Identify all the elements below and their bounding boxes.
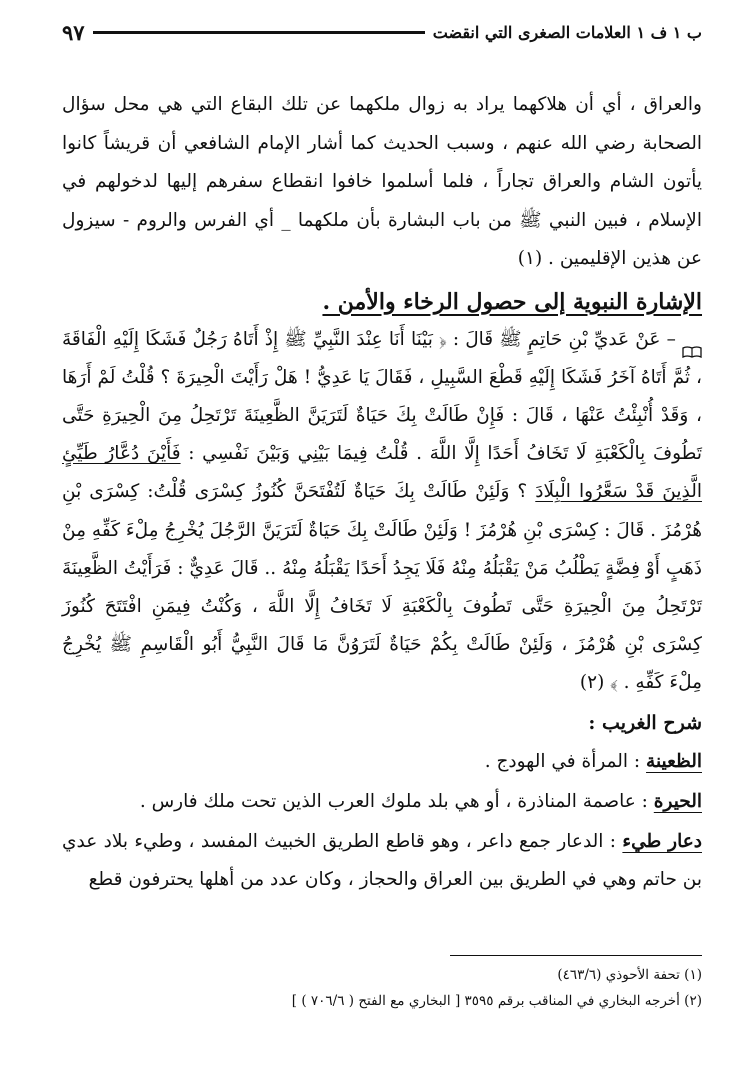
book-page xyxy=(62,14,702,899)
hadith-underlined-phrase: فَأَيْنَ دُعَّارُ طَيِّئٍ الَّذِينَ قَدْ سَعَّرُوا الْبِلَادَ xyxy=(62,443,702,503)
section-heading: الإشارة النبوية إلى حصول الرخاء والأمن . xyxy=(322,288,702,315)
glossary-term: الظعينة xyxy=(646,750,702,772)
footnotes xyxy=(62,962,702,1014)
intro-paragraph: والعراق ، أي أن هلاكهما يراد به زوال ملكهما عن تلك البقاع التي هي محل سؤال الصحابة رضي الله عنهم ، وسبب الحديث كما أشار الإمام الشافعي أن قريشاً كانوا يأتون الشام والعراق تجاراً ، فلما أسلموا خافوا انقطاع سفرهم إليها لدخولهم في الإسلام ، فبين النبي ﷺ من باب البشارة بأن ملكهما _ أي الفرس والروم - سيزول عن هذين الإقليمين . (١) xyxy=(62,94,702,269)
glossary-term: دعار طيء xyxy=(622,830,702,852)
glossary-term: الحيرة xyxy=(653,790,702,812)
header-rule xyxy=(93,31,425,34)
footnote: (٢) أخرجه البخاري في المناقب برقم ٣٥٩٥ [ البخاري مع الفتح ( ٧٠٦/٦ ) ] xyxy=(291,993,702,1009)
footnote-separator xyxy=(450,955,702,956)
header-title: ب ١ ف ١ العلامات الصغرى التي انقضت xyxy=(432,22,702,42)
glossary-entry xyxy=(62,823,702,899)
glossary-entry xyxy=(62,783,702,821)
page-number: ٩٧ xyxy=(62,19,85,45)
hadith-part-2: ؟ وَلَئِنْ طَالَتْ بِكَ حَيَاةٌ لَتُفْتَحَنَّ كُنُوزُ كِسْرَى قُلْتُ: كِسْرَى بْنِ هُرْمُزَ . قَالَ : كِسْرَى بْنِ هُرْمُزَ ! وَلَئِنْ طَالَتْ بِكَ حَيَاةٌ لَتَرَيَنَّ الرَّجُلَ يُخْرِجُ مِلْءَ كَفِّهِ مِنْ ذَهَبٍ أَوْ فِضَّةٍ يَطْلُبُ مَنْ يَقْبَلُهُ مِنْهُ فَلَا يَجِدُ أَحَدًا يَقْبَلُهُ مِنْهُ .. قَالَ عَدِيٌّ : فَرَأَيْتُ الظَّعِينَةَ تَرْتَحِلُ مِنَ الْحِيرَةِ حَتَّى تَطُوفَ بِالْكَعْبَةِ لَا تَخَافُ إِلَّا اللَّهَ ، وَكُنْتُ فِيمَنِ افْتَتَحَ كُنُوزَ كِسْرَى بْنِ هُرْمُزَ ، وَلَئِنْ طَالَتْ بِكُمْ حَيَاةٌ لَتَرَوُنَّ مَا قَالَ النَّبِيُّ أَبُو الْقَاسِمِ ﷺ يُخْرِجُ مِلْءَ كَفِّهِ . ﴾ (٢) xyxy=(62,481,702,694)
glossary-definition: : عاصمة المناذرة ، أو هي بلد ملوك العرب الذين تحت ملك فارس . xyxy=(139,790,648,812)
glossary-definition: : المرأة في الهودج . xyxy=(484,750,641,772)
hadith-text xyxy=(62,321,702,703)
book-icon xyxy=(682,334,702,346)
running-header xyxy=(62,14,702,50)
footnote: (١) تحفة الأحوذي (٤٦٣/٦) xyxy=(557,967,702,983)
gharib-heading: شرح الغريب : xyxy=(588,711,702,734)
glossary-definition: : الدعار جمع داعر ، وهو قاطع الطريق الخبيث المفسد ، وطيء بلاد عدي بن حاتم وهي في الطريق بين العراق والحجاز ، وكان عدد من أهلها يحترفون قطع xyxy=(62,830,702,890)
hadith-part-1: – عَنْ عَديِّ بْنِ حَاتِمٍ ﷺ قَالَ : ﴿ بَيْنَا أَنَا عِنْدَ النَّبِيِّ ﷺ إِذْ أَتَاهُ رَجُلٌ فَشَكَا إِلَيْهِ الْفَاقَةَ ، ثُمَّ أَتَاهُ آخَرُ فَشَكَا إِلَيْهِ قَطْعَ السَّبِيلِ ، فَقَالَ يَا عَدِيُّ ! هَلْ رَأَيْتَ الْحِيرَةَ ؟ قُلْتُ لَمْ أَرَهَا ، وَقَدْ أُنْبِئْتُ عَنْهَا ، قَالَ : فَإِنْ طَالَتْ بِكَ حَيَاةٌ لَتَرَيَنَّ الظَّعِينَةَ تَرْتَحِلُ مِنَ الْحِيرَةِ حَتَّى تَطُوفَ بِالْكَعْبَةِ لَا تَخَافُ أَحَدًا إِلَّا اللَّهَ . قُلْتُ فِيمَا بَيْنِي وَبَيْنَ نَفْسِي : xyxy=(62,328,703,465)
glossary-entry xyxy=(62,743,702,781)
